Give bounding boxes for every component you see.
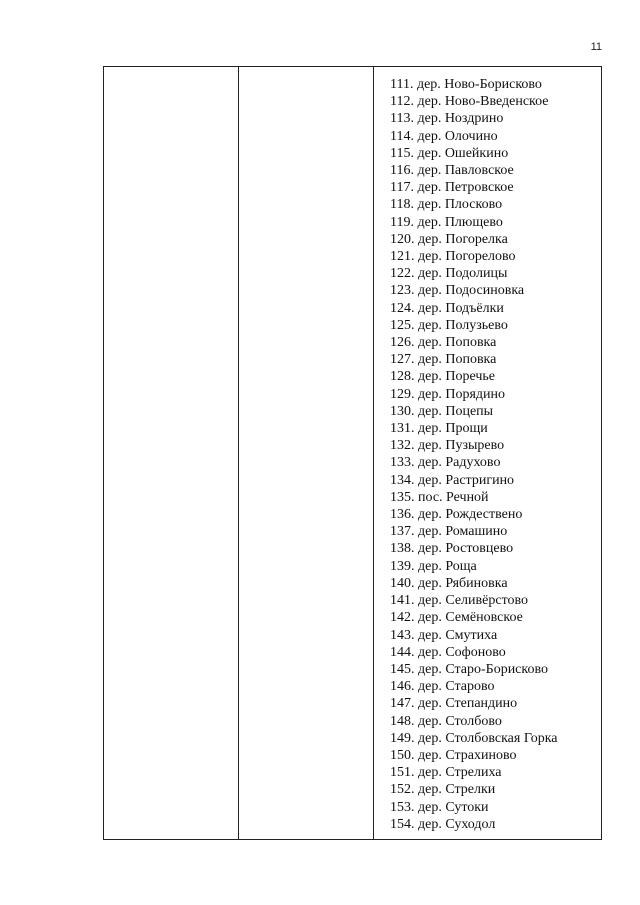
settlement-item: 149. дер. Столбовская Горка (390, 730, 558, 746)
settlement-item: 145. дер. Старо-Борисково (390, 661, 549, 677)
settlement-item: 137. дер. Ромашино (390, 524, 508, 540)
settlement-item: 133. дер. Радухово (390, 455, 501, 471)
settlement-item: 119. дер. Плющево (390, 214, 503, 230)
settlement-item: 141. дер. Селивёрстово (390, 593, 529, 609)
settlement-item: 115. дер. Ошейкино (390, 145, 509, 161)
settlement-item: 130. дер. Поцепы (390, 403, 494, 419)
settlement-item: 132. дер. Пузырево (390, 438, 505, 454)
settlement-item: 138. дер. Ростовцево (390, 541, 514, 557)
settlement-item: 113. дер. Ноздрино (390, 111, 504, 127)
settlement-item: 134. дер. Растригино (390, 472, 515, 488)
settlement-item: 147. дер. Степандино (390, 696, 518, 712)
settlement-item: 121. дер. Погорелово (390, 249, 516, 265)
settlement-item: 128. дер. Поречье (390, 369, 495, 385)
settlement-item: 122. дер. Подолицы (390, 266, 508, 282)
settlement-item: 116. дер. Павловское (390, 163, 514, 179)
column-divider-2 (373, 67, 374, 839)
settlement-item: 112. дер. Ново-Введенское (390, 94, 549, 110)
settlement-item: 143. дер. Смутиха (390, 627, 498, 643)
settlement-item: 114. дер. Олочино (390, 128, 498, 144)
settlement-item: 111. дер. Ново-Борисково (390, 77, 542, 92)
settlement-item: 120. дер. Погорелка (390, 231, 508, 247)
settlement-item: 152. дер. Стрелки (390, 782, 496, 798)
settlement-item: 125. дер. Полузьево (390, 317, 508, 333)
settlement-item: 123. дер. Подосиновка (390, 283, 525, 299)
settlement-item: 144. дер. Софоново (390, 644, 506, 660)
settlement-item: 117. дер. Петровское (390, 180, 514, 196)
settlement-item: 139. дер. Роща (390, 558, 477, 574)
settlement-item: 136. дер. Рождествено (390, 507, 523, 523)
settlement-item: 146. дер. Старово (390, 679, 495, 695)
settlement-item: 148. дер. Столбово (390, 713, 502, 729)
settlement-item: 129. дер. Порядино (390, 386, 505, 402)
settlement-item: 153. дер. Сутоки (390, 799, 489, 815)
settlement-item: 154. дер. Суходол (390, 816, 496, 832)
settlement-item: 127. дер. Поповка (390, 352, 497, 368)
settlement-item: 142. дер. Семёновское (390, 610, 523, 626)
settlement-item: 131. дер. Прощи (390, 421, 488, 437)
settlement-item: 140. дер. Рябиновка (390, 575, 508, 591)
column-divider-1 (238, 67, 239, 839)
settlement-item: 150. дер. Страхиново (390, 747, 517, 763)
settlement-item: 151. дер. Стрелиха (390, 765, 502, 781)
settlement-item: 118. дер. Плосково (390, 197, 503, 213)
settlement-item: 124. дер. Подъёлки (390, 300, 504, 316)
settlement-item: 126. дер. Поповка (390, 335, 497, 351)
page-number: 11 (590, 41, 602, 53)
settlement-item: 135. пос. Речной (390, 489, 489, 505)
settlement-list (390, 76, 558, 833)
settlement-table (103, 66, 602, 840)
